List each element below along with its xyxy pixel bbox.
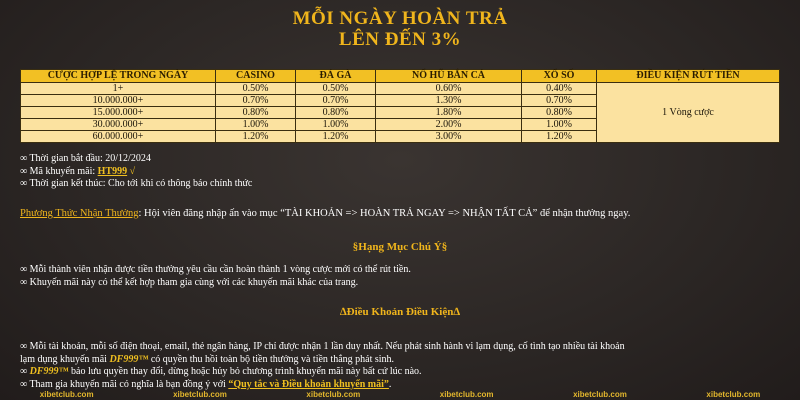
- cell-cockfight: 1.20%: [296, 131, 376, 143]
- promo-code-label: ∞ Mã khuyến mãi:: [20, 165, 98, 177]
- cell-cockfight: 0.80%: [296, 107, 376, 119]
- header-cockfight: ĐÁ GÀ: [296, 70, 376, 83]
- rules-link[interactable]: “Quy tắc và Điều khoản khuyến mãi”: [228, 378, 389, 390]
- cell-casino: 0.70%: [216, 95, 296, 107]
- promo-code[interactable]: HT999: [97, 165, 128, 177]
- cell-casino: 0.80%: [216, 107, 296, 119]
- claim-method-text: : Hội viên đăng nhập ấn vào mục “TÀI KHOẢN => HOÀN TRẢ NGAY => NHẬN TẤT CẢ” để nhận thưởng ngay.: [138, 208, 631, 219]
- end-date: ∞ Thời gian kết thúc: Cho tới khi có thông báo chính thức: [20, 178, 253, 189]
- header-bet: CƯỢC HỢP LỆ TRONG NGÀY: [21, 70, 216, 83]
- cell-lottery: 0.80%: [522, 107, 597, 119]
- list-item: [20, 354, 625, 367]
- cell-bet: 10.000.000+: [21, 95, 216, 107]
- start-date: ∞ Thời gian bắt đầu: 20/12/2024: [20, 153, 151, 164]
- rebate-table: [20, 69, 780, 143]
- terms-text: .: [388, 378, 392, 390]
- notes-heading: §Hạng Mục Chú Ý§: [352, 241, 448, 253]
- watermark-text: xibetclub.com: [439, 389, 494, 399]
- cell-cockfight: 0.70%: [296, 95, 376, 107]
- watermark-text: xibetclub.com: [306, 389, 361, 399]
- claim-method: [20, 208, 630, 219]
- cell-withdraw-condition: 1 Vòng cược: [597, 83, 780, 143]
- watermark-text: xibetclub.com: [573, 389, 627, 399]
- cell-lottery: 0.70%: [522, 95, 597, 107]
- terms-text: có quyền thu hồi toàn bộ tiền thưởng và tiền thắng phát sinh.: [148, 353, 395, 365]
- watermark-text: xibetclub.com: [173, 389, 227, 399]
- brand-name: DF999™: [109, 353, 149, 365]
- header-casino: CASINO: [216, 70, 296, 83]
- cell-lottery: 0.40%: [522, 83, 597, 95]
- cell-bet: 30.000.000+: [21, 119, 216, 131]
- cell-slots: 0.60%: [376, 83, 522, 95]
- cell-slots: 3.00%: [376, 131, 522, 143]
- cell-cockfight: 0.50%: [296, 83, 376, 95]
- watermark-text: xibetclub.com: [706, 389, 761, 399]
- list-item: ∞ Mỗi thành viên nhận được tiền thưởng yêu cầu cần hoàn thành 1 vòng cược mới có thể rút tiền.: [20, 264, 411, 275]
- table-header-row: [21, 70, 780, 83]
- header-slots-fishing: NỔ HŨ BẮN CÁ: [376, 70, 522, 83]
- watermark-strip: [0, 388, 800, 400]
- terms-text: ∞: [20, 366, 30, 377]
- table-row: [21, 83, 780, 95]
- terms-heading: ∆Điều Khoản Điều Kiện∆: [339, 306, 461, 318]
- terms-list: [20, 341, 625, 391]
- cell-slots: 1.30%: [376, 95, 522, 107]
- cell-lottery: 1.00%: [522, 119, 597, 131]
- cell-lottery: 1.20%: [522, 131, 597, 143]
- claim-method-label[interactable]: Phương Thức Nhận Thưởng: [20, 208, 139, 219]
- cell-casino: 0.50%: [216, 83, 296, 95]
- terms-text: bảo lưu quyền thay đổi, dừng hoặc hủy bỏ chương trình khuyến mãi này bất cứ lúc nào.: [68, 366, 422, 377]
- notes-list: [20, 264, 411, 289]
- check-icon: √: [127, 165, 136, 177]
- terms-text: lạm dụng khuyến mãi: [20, 353, 110, 365]
- cell-casino: 1.00%: [216, 119, 296, 131]
- promo-title: MỖI NGÀY HOÀN TRẢ: [292, 8, 508, 29]
- header-withdraw-condition: ĐIỀU KIỆN RÚT TIỀN: [597, 70, 780, 83]
- promo-info: [20, 153, 252, 191]
- cell-cockfight: 1.00%: [296, 119, 376, 131]
- list-item: ∞ Mỗi tài khoản, mỗi số điện thoại, email, thẻ ngân hàng, IP chỉ được nhận 1 lần duy nhất. Nếu phát sinh hành vi lạm dụng, cố tình tạo nhiều tài khoản: [20, 341, 625, 352]
- cell-bet: 1+: [21, 83, 216, 95]
- cell-slots: 1.80%: [376, 107, 522, 119]
- cell-bet: 60.000.000+: [21, 131, 216, 143]
- header-lottery: XỔ SỐ: [522, 70, 597, 83]
- promo-subtitle: LÊN ĐẾN 3%: [338, 29, 462, 50]
- cell-slots: 2.00%: [376, 119, 522, 131]
- watermark-text: xibetclub.com: [39, 389, 94, 399]
- list-item: ∞ Khuyến mãi này có thể kết hợp tham gia cùng với các khuyến mãi khác của trang.: [20, 276, 359, 288]
- brand-name: DF999™: [29, 366, 69, 377]
- list-item: [20, 366, 625, 379]
- promo-code-line: [20, 166, 252, 179]
- cell-casino: 1.20%: [216, 131, 296, 143]
- terms-text: ∞ Tham gia khuyến mãi có nghĩa là bạn đồng ý với: [20, 378, 229, 390]
- cell-bet: 15.000.000+: [21, 107, 216, 119]
